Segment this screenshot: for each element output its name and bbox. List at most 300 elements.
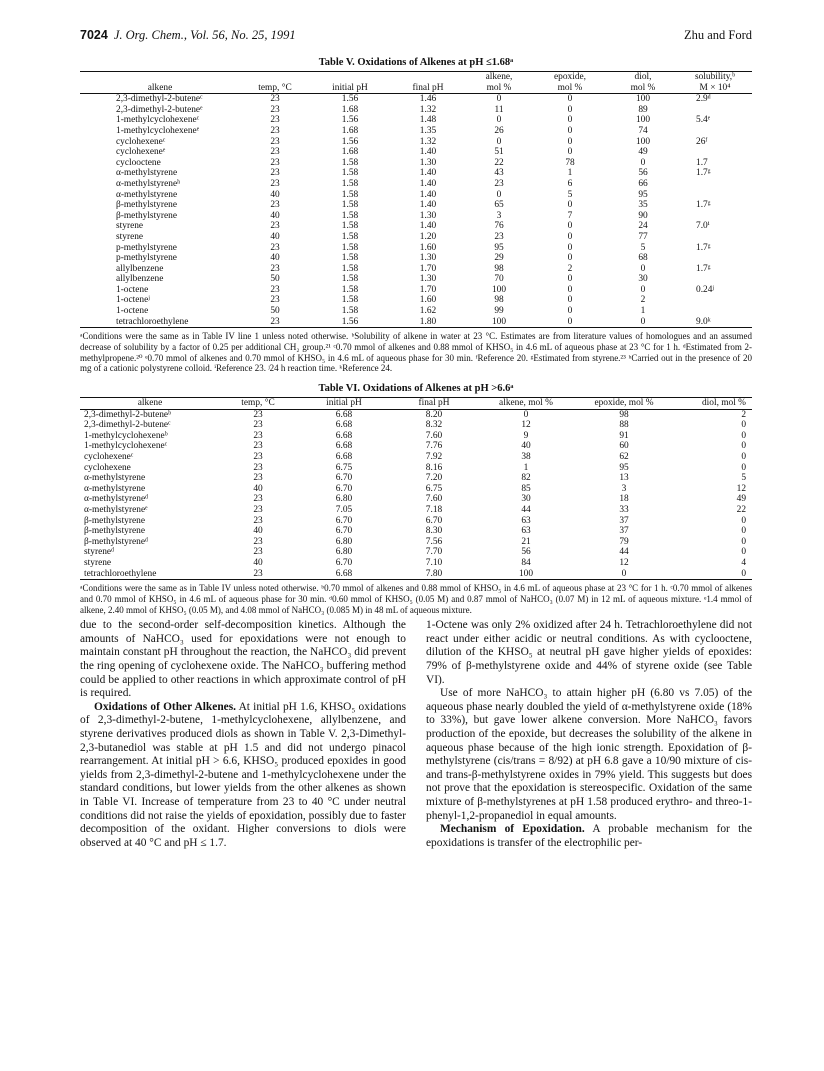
table-cell: 23 bbox=[253, 420, 263, 431]
col-alkene-mol-header: alkene, bbox=[466, 72, 532, 83]
table-cell: 6.80 bbox=[335, 536, 353, 547]
table-cell: 11 bbox=[494, 104, 504, 115]
table-cell: 0 bbox=[640, 284, 646, 295]
table-cell: 1.30 bbox=[419, 210, 437, 221]
table-cell: 7.76 bbox=[425, 441, 443, 452]
table-cell: 1.58 bbox=[341, 178, 359, 189]
table-cell: 1.68 bbox=[341, 104, 359, 115]
table-cell: 56 bbox=[521, 547, 531, 558]
table-cell bbox=[678, 306, 752, 317]
table-cell: 40 bbox=[521, 441, 531, 452]
col-temp-header: temp, °C bbox=[220, 398, 296, 410]
table-cell: 100 bbox=[635, 94, 651, 105]
table-cell: 30 bbox=[521, 494, 531, 505]
table-cell: 1.58 bbox=[341, 242, 359, 253]
table-cell: 23 bbox=[270, 157, 280, 168]
table-cell: 38 bbox=[521, 452, 531, 463]
table-row bbox=[80, 420, 752, 431]
table-cell: styreneᵈ bbox=[84, 547, 114, 558]
table-cell: β-methylstyrene bbox=[116, 200, 178, 211]
table-cell: 23 bbox=[253, 505, 263, 515]
table-cell: 1.62 bbox=[419, 306, 437, 317]
table-cell: 77 bbox=[638, 231, 648, 242]
table-cell: 95 bbox=[619, 462, 629, 473]
table-row bbox=[80, 295, 752, 306]
table-cell: 85 bbox=[521, 483, 531, 494]
table-cell: 8.30 bbox=[425, 526, 443, 537]
table-cell: 1.40 bbox=[419, 189, 437, 200]
table-cell: 1.68 bbox=[341, 125, 359, 136]
col-alkene-header: alkene bbox=[80, 398, 220, 410]
paragraph bbox=[426, 823, 752, 850]
left-column bbox=[80, 619, 406, 850]
table-cell: 74 bbox=[638, 125, 648, 136]
col-epoxide-unit: mol % bbox=[532, 83, 608, 94]
table-row bbox=[80, 137, 752, 148]
table-cell: 26 bbox=[494, 125, 504, 136]
table-cell: 7.20 bbox=[425, 473, 443, 484]
table-v-title: Table V. Oxidations of Alkenes at pH ≤1.68ᵃ bbox=[318, 57, 514, 68]
table-cell: 100 bbox=[491, 284, 507, 295]
table-cell: 0 bbox=[567, 306, 573, 317]
table-cell: 98 bbox=[494, 263, 504, 274]
table-cell: 0 bbox=[567, 125, 573, 136]
table-cell: 23 bbox=[253, 441, 263, 452]
col-diol-unit: mol % bbox=[608, 83, 678, 94]
table-cell: 0 bbox=[672, 569, 752, 580]
table-cell: 1.40 bbox=[419, 147, 437, 158]
table-row bbox=[80, 274, 752, 285]
table-cell: 65 bbox=[494, 200, 504, 211]
table-cell: 6.68 bbox=[335, 420, 353, 431]
table-cell: 2,3-dimethyl-2-buteneᶜ bbox=[116, 94, 203, 105]
table-cell: cyclohexeneᶜ bbox=[84, 452, 134, 463]
table-cell: 0 bbox=[567, 274, 573, 285]
table-cell: p-methylstyrene bbox=[116, 242, 177, 253]
table-cell: 1.58 bbox=[341, 274, 359, 285]
table-cell: 1.58 bbox=[341, 253, 359, 264]
table-cell: 23 bbox=[253, 452, 263, 463]
section-heading: Mechanism of Epoxidation. bbox=[440, 823, 585, 836]
header-authors: Zhu and Ford bbox=[683, 28, 752, 42]
table-row bbox=[80, 105, 752, 116]
table-cell: 1.20 bbox=[419, 231, 437, 242]
table-cell: α-methylstyrene bbox=[84, 473, 146, 484]
table-cell: 1.58 bbox=[341, 200, 359, 211]
table-cell: 1.40 bbox=[419, 178, 437, 189]
table-cell: 56 bbox=[638, 168, 648, 179]
table-cell: p-methylstyrene bbox=[116, 253, 177, 264]
table-cell: 0 bbox=[567, 253, 573, 264]
table-row bbox=[80, 211, 752, 222]
table-cell: 99 bbox=[494, 306, 504, 317]
table-cell: 23 bbox=[270, 136, 280, 147]
table-cell: 50 bbox=[270, 306, 280, 317]
table-cell: 1.56 bbox=[341, 94, 359, 105]
table-cell: 6.70 bbox=[335, 483, 353, 494]
table-row bbox=[80, 494, 752, 505]
table-cell: 23 bbox=[253, 536, 263, 547]
col-temp-header: temp, °C bbox=[240, 83, 310, 94]
table-cell: 6.70 bbox=[335, 557, 353, 568]
table-cell: 5 bbox=[640, 242, 646, 253]
table-cell: 0 bbox=[567, 221, 573, 232]
table-cell: 23 bbox=[270, 125, 280, 136]
table-cell: 0 bbox=[640, 263, 646, 274]
col-epoxide-mol-header: epoxide, mol % bbox=[576, 398, 672, 410]
table-cell: 23 bbox=[270, 104, 280, 115]
table-row bbox=[80, 285, 752, 296]
table-cell: cyclohexeneᵉ bbox=[116, 147, 166, 158]
table-cell: allylbenzene bbox=[116, 274, 164, 285]
table-cell: 6.68 bbox=[335, 430, 353, 441]
table-cell: 9.0ᵏ bbox=[678, 317, 752, 328]
table-cell: styrene bbox=[116, 231, 144, 242]
table-cell: 1.56 bbox=[310, 317, 390, 328]
table-cell: 23 bbox=[220, 569, 296, 580]
header-left bbox=[80, 28, 296, 43]
table-row bbox=[80, 232, 752, 243]
table-cell: 2 bbox=[640, 295, 646, 306]
table-cell: 1.58 bbox=[341, 210, 359, 221]
table-cell: 0 bbox=[741, 526, 746, 537]
table-cell: 1.7ᵍ bbox=[696, 168, 711, 179]
paragraph bbox=[80, 701, 406, 851]
table-cell: 0 bbox=[567, 147, 573, 158]
table-cell: 6.68 bbox=[335, 409, 353, 420]
table-cell: 37 bbox=[619, 515, 629, 526]
table-cell bbox=[678, 126, 752, 137]
col-final-ph-header: final pH bbox=[390, 83, 466, 94]
table-cell: 98 bbox=[619, 409, 629, 420]
paragraph-text: A probable mechanism for the epoxidations is transfer of the electrophilic per- bbox=[426, 823, 753, 849]
table-vi-footnotes: ᵃConditions were the same as in Table IV unless noted otherwise. ᵇ0.70 mmol of alkenes and 0.88 mmol of KHSO₅ in 4.6 mL of aqueous phase at 23 °C for 1 h. ᶜ0.70 mmol of alkenes and 0.70 mmol of KHSO₅ in 4.6 mL of aqueous phase for 30 min. ᵈ0.60 mmol of KHSO₅ (0.05 M) and 0.87 mmol of NaHCO₃ (0.07 M) in 12 mL of aqueous mixture. ᵉ1.4 mmol of alkene, 2.40 mmol of KHSO₅ (0.05 M), and 4.08 mmol of NaHCO₃ (0.085 M) in 48 mL of aqueous mixture. bbox=[80, 583, 752, 615]
table-row bbox=[80, 306, 752, 317]
table-cell: 23 bbox=[270, 242, 280, 253]
table-cell: 1.58 bbox=[341, 157, 359, 168]
table-cell: 1.70 bbox=[419, 263, 437, 274]
table-row bbox=[80, 147, 752, 158]
table-cell: 91 bbox=[619, 430, 629, 441]
table-cell: 6.70 bbox=[425, 515, 443, 526]
table-cell: 1.56 bbox=[341, 115, 359, 126]
table-cell: 1.60 bbox=[419, 242, 437, 253]
table-vi-header-row bbox=[80, 398, 752, 410]
table-cell: 7.10 bbox=[425, 557, 443, 568]
journal-citation: J. Org. Chem., Vol. 56, No. 25, 1991 bbox=[113, 28, 296, 42]
table-row bbox=[80, 200, 752, 211]
table-v bbox=[80, 71, 752, 328]
table-cell: 0 bbox=[741, 547, 746, 558]
table-cell: 40 bbox=[270, 210, 280, 221]
table-cell: 0 bbox=[640, 157, 646, 168]
table-cell: 63 bbox=[521, 515, 531, 526]
table-cell: 40 bbox=[253, 557, 263, 568]
table-cell: 6.68 bbox=[335, 441, 353, 452]
table-cell: 84 bbox=[521, 557, 531, 568]
table-cell: 1.7ᵍ bbox=[696, 242, 711, 253]
table-cell: α-methylstyreneᵈ bbox=[84, 494, 149, 505]
col-alkene-mol-unit: mol % bbox=[466, 83, 532, 94]
table-cell bbox=[678, 147, 752, 158]
table-cell: 8.20 bbox=[425, 409, 443, 420]
table-cell: 33 bbox=[619, 505, 629, 515]
table-cell: 23 bbox=[270, 295, 280, 306]
table-cell: 13 bbox=[619, 473, 629, 484]
table-cell: 12 bbox=[619, 557, 629, 568]
table-vi bbox=[80, 397, 752, 580]
table-cell: α-methylstyrene bbox=[116, 189, 178, 200]
table-cell: 6.80 bbox=[335, 547, 353, 558]
table-cell: 50 bbox=[270, 274, 280, 285]
table-row bbox=[80, 558, 752, 569]
table-cell: 23 bbox=[270, 284, 280, 295]
table-cell: 1.30 bbox=[419, 157, 437, 168]
table-row bbox=[80, 243, 752, 254]
table-cell: 76 bbox=[494, 221, 504, 232]
table-cell: 1-methylcyclohexeneᶜ bbox=[116, 115, 200, 126]
table-cell: 6.68 bbox=[335, 452, 353, 463]
table-cell: 0 bbox=[567, 104, 573, 115]
table-cell: 23 bbox=[253, 430, 263, 441]
table-cell: 100 bbox=[635, 136, 651, 147]
table-row bbox=[80, 126, 752, 137]
col-diol-mol-header: diol, mol % bbox=[672, 398, 752, 410]
table-cell bbox=[678, 211, 752, 222]
table-cell: 95 bbox=[638, 189, 648, 200]
table-cell: 88 bbox=[619, 420, 629, 431]
table-cell: 2,3-dimethyl-2-buteneᶜ bbox=[84, 420, 171, 431]
table-cell: 1.32 bbox=[419, 104, 437, 115]
table-cell: 0 bbox=[567, 231, 573, 242]
table-cell: 1-methylcyclohexeneᵉ bbox=[116, 125, 200, 136]
table-row bbox=[80, 505, 752, 516]
table-row bbox=[80, 221, 752, 232]
table-cell: 60 bbox=[619, 441, 629, 452]
table-cell: β-methylstyrene bbox=[84, 526, 146, 537]
table-cell: 1 bbox=[567, 168, 573, 179]
table-cell: 40 bbox=[253, 483, 263, 494]
table-cell: 7.60 bbox=[425, 430, 443, 441]
table-cell: 0 bbox=[567, 200, 573, 211]
table-cell: 0 bbox=[496, 136, 502, 147]
table-cell: allylbenzene bbox=[116, 263, 164, 274]
table-cell: 1.40 bbox=[419, 221, 437, 232]
col-initial-ph-header: initial pH bbox=[296, 398, 392, 410]
table-cell: cyclohexeneᶜ bbox=[116, 136, 166, 147]
table-cell: 1.48 bbox=[419, 115, 437, 126]
table-row bbox=[80, 158, 752, 169]
table-cell: 1-methylcyclohexeneᵇ bbox=[84, 430, 168, 441]
table-cell: 6.70 bbox=[335, 515, 353, 526]
col-alkene-header: alkene bbox=[80, 83, 240, 94]
table-cell: 0 bbox=[532, 317, 608, 328]
table-cell: 1.80 bbox=[390, 317, 466, 328]
table-cell: 1-octeneʲ bbox=[116, 295, 150, 306]
table-cell: 7.0ⁱ bbox=[696, 221, 710, 232]
table-cell: 7.05 bbox=[335, 505, 353, 515]
table-cell: 2,3-dimethyl-2-buteneᵇ bbox=[84, 409, 171, 420]
table-row bbox=[80, 94, 752, 105]
table-cell: 1.30 bbox=[419, 274, 437, 285]
table-cell: 6.70 bbox=[335, 473, 353, 484]
table-cell: 23 bbox=[253, 473, 263, 484]
table-cell: 4 bbox=[741, 557, 746, 568]
table-cell: 40 bbox=[270, 189, 280, 200]
paragraph: Use of more NaHCO₃ to attain higher pH (6.80 vs 7.05) of the aqueous phase nearly doubled the yield of α-methylstyrene oxide (18% to 33%), but gave lower alkene conversion. More NaHCO₃ favors production of the epoxide, but decreases the solubility of the alkene in aqueous phase because of the high ionic strength. Epoxidation of β-methylstyrene (cis/trans = 8/92) at pH 6.8 gave a 10/90 mixture of cis- and trans-β-methylstyrene oxides in 79% yield. This suggests but does not prove that the epoxidation is stereospecific. Oxidation of the same mixture of β-methylstyrenes at pH 1.58 produced erythro- and threo-1-phenyl-1,2-propanediol in equal amounts. bbox=[426, 687, 752, 822]
table-cell: 9 bbox=[523, 430, 529, 441]
table-cell: 23 bbox=[270, 147, 280, 158]
table-cell: 89 bbox=[638, 104, 648, 115]
table-cell: 100 bbox=[635, 115, 651, 126]
table-cell: 23 bbox=[253, 409, 263, 420]
table-cell: 6.80 bbox=[335, 494, 353, 505]
table-cell: 0 bbox=[741, 430, 746, 441]
table-cell: 1-octene bbox=[116, 284, 149, 295]
table-cell: β-methylstyreneᵈ bbox=[84, 536, 148, 547]
table-v-body bbox=[80, 94, 752, 328]
table-cell: 0.24ʲ bbox=[696, 284, 714, 295]
table-cell: 23 bbox=[270, 178, 280, 189]
table-cell: 0 bbox=[567, 136, 573, 147]
table-cell: 21 bbox=[521, 536, 531, 547]
table-cell: 1 bbox=[523, 462, 529, 473]
paragraph: due to the second-order self-decomposition kinetics. Although the amounts of NaHCO₃ used for epoxidations were not enough to maintain constant pH throughout the reaction, the NaHCO₃ did prevent the ring opening of cyclohexene oxide. The NaHCO₃ buffering method could be applied to other reactions in which approximate control of pH is required. bbox=[80, 619, 406, 700]
table-cell: 37 bbox=[619, 526, 629, 537]
table-cell: 2 bbox=[567, 263, 573, 274]
table-cell: 0 bbox=[741, 536, 746, 547]
table-vi-title: Table VI. Oxidations of Alkenes at pH >6.6ᵃ bbox=[318, 383, 514, 395]
table-cell: 1.58 bbox=[341, 306, 359, 317]
table-cell: tetrachloroethylene bbox=[80, 317, 240, 328]
table-cell: 98 bbox=[494, 295, 504, 306]
table-cell: 12 bbox=[736, 483, 746, 494]
table-cell: 23 bbox=[240, 317, 310, 328]
table-cell: 0 bbox=[741, 462, 746, 473]
table-cell: 23 bbox=[270, 168, 280, 179]
table-v-header-row-1 bbox=[80, 72, 752, 83]
table-row bbox=[80, 526, 752, 537]
table-cell: styrene bbox=[84, 557, 112, 568]
table-cell: 1.58 bbox=[341, 284, 359, 295]
table-row bbox=[80, 264, 752, 275]
running-header bbox=[80, 26, 752, 46]
table-cell: 0 bbox=[567, 115, 573, 126]
table-cell: styrene bbox=[116, 221, 144, 232]
col-solubility-header: solubility,ᵇ bbox=[678, 72, 752, 83]
table-cell: 0 bbox=[741, 441, 746, 452]
table-row bbox=[80, 547, 752, 558]
table-cell: 0 bbox=[608, 317, 678, 328]
table-cell: 1.32 bbox=[419, 136, 437, 147]
table-cell: 8.32 bbox=[425, 420, 443, 431]
paragraph-text: At initial pH 1.6, KHSO₅ oxidations of 2,3-dimethyl-2-butene, 1-methylcyclohexene, allylbenzene, and styrene derivatives produced diols as shown in Table V. 2,3-Dimethyl-2,3-butanediol was stable at pH 1.5 and did not undergo pinacol rearrangement. At initial pH > 6.6, KHSO₅ produced epoxides in good yields from 2,3-dimethyl-2-butene and 1-methylcyclohexene under the standard conditions, but lower yields from the other alkenes as shown in Table VI. Increase of temperature from 23 to 40 °C under neutral conditions did not raise the yields of epoxidation, possibly due to faster decomposition of the oxidant. Higher conversions to diols were observed at 40 °C and pH ≤ 1.7. bbox=[80, 700, 407, 849]
table-cell: 1.7ᵍ bbox=[696, 263, 711, 274]
page-number: 7024 bbox=[80, 28, 108, 42]
table-row bbox=[80, 179, 752, 190]
journal-page bbox=[80, 26, 753, 849]
table-cell: 40 bbox=[270, 253, 280, 264]
table-cell: 8.16 bbox=[425, 462, 443, 473]
table-cell: 23 bbox=[270, 94, 280, 105]
table-cell: 0 bbox=[523, 409, 529, 420]
table-cell: 1.58 bbox=[341, 263, 359, 274]
col-final-ph-header: final pH bbox=[392, 398, 476, 410]
table-row bbox=[80, 569, 752, 580]
table-cell: 0 bbox=[741, 515, 746, 526]
table-cell: 79 bbox=[619, 536, 629, 547]
table-row bbox=[80, 516, 752, 527]
table-cell: 7.70 bbox=[425, 547, 443, 558]
table-row bbox=[80, 431, 752, 442]
table-cell: 1.58 bbox=[341, 189, 359, 200]
table-cell: 0 bbox=[567, 242, 573, 253]
table-cell: 5.4ᵉ bbox=[696, 115, 711, 126]
table-cell: 7.18 bbox=[425, 505, 443, 515]
table-row bbox=[80, 441, 752, 452]
col-diol-header: diol, bbox=[608, 72, 678, 83]
table-row bbox=[80, 253, 752, 264]
table-cell: 12 bbox=[521, 420, 531, 431]
table-cell: 0 bbox=[496, 189, 502, 200]
table-cell: 1 bbox=[640, 306, 646, 317]
table-row bbox=[80, 537, 752, 548]
table-cell: 68 bbox=[638, 253, 648, 264]
table-cell: 62 bbox=[619, 452, 629, 463]
table-cell: 26ᶠ bbox=[696, 136, 708, 147]
table-cell: 1.40 bbox=[419, 168, 437, 179]
table-cell: 1.46 bbox=[419, 94, 437, 105]
col-initial-ph-header: initial pH bbox=[310, 83, 390, 94]
table-cell: 2,3-dimethyl-2-buteneᵉ bbox=[116, 104, 203, 115]
table-cell: 1.7ᵍ bbox=[696, 200, 711, 211]
table-cell: 3 bbox=[496, 210, 502, 221]
table-cell: 1.58 bbox=[341, 168, 359, 179]
table-cell: 82 bbox=[521, 473, 531, 484]
table-cell: 23 bbox=[494, 178, 504, 189]
table-cell: 95 bbox=[494, 242, 504, 253]
table-cell: 1.60 bbox=[419, 295, 437, 306]
table-cell bbox=[678, 274, 752, 285]
table-cell: α-methylstyrene bbox=[84, 483, 146, 494]
paragraph: 1-Octene was only 2% oxidized after 24 h. Tetrachloroethylene did not react under either acidic or neutral conditions. As with cyclooctene, dilution of the KHSO₅ at neutral pH gave higher yields of epoxides: 79% of β-methylstyrene oxide and 44% of styrene oxide (see Table VI). bbox=[426, 619, 752, 686]
table-cell: 1.7 bbox=[696, 157, 708, 168]
table-cell: 49 bbox=[736, 494, 746, 505]
table-cell: 23 bbox=[270, 115, 280, 126]
table-cell: 70 bbox=[494, 274, 504, 285]
table-cell: 23 bbox=[270, 263, 280, 274]
table-cell: 29 bbox=[494, 253, 504, 264]
table-cell: 40 bbox=[270, 231, 280, 242]
table-cell: α-methylstyrene bbox=[116, 168, 178, 179]
table-cell: 44 bbox=[521, 505, 531, 515]
col-epoxide-header: epoxide, bbox=[532, 72, 608, 83]
table-cell: 63 bbox=[521, 526, 531, 537]
table-cell: 1-octene bbox=[116, 306, 149, 317]
table-cell: 5 bbox=[567, 189, 573, 200]
table-cell: 0 bbox=[741, 420, 746, 431]
table-cell: 1.30 bbox=[419, 253, 437, 264]
table-cell: 0 bbox=[496, 115, 502, 126]
section-heading: Oxidations of Other Alkenes. bbox=[94, 700, 236, 713]
table-row bbox=[80, 452, 752, 463]
table-cell: 1.58 bbox=[341, 221, 359, 232]
table-cell: 44 bbox=[619, 547, 629, 558]
table-cell: β-methylstyrene bbox=[84, 515, 146, 526]
table-cell: 1.68 bbox=[341, 147, 359, 158]
table-cell bbox=[678, 105, 752, 116]
table-cell: tetrachloroethylene bbox=[80, 569, 220, 580]
